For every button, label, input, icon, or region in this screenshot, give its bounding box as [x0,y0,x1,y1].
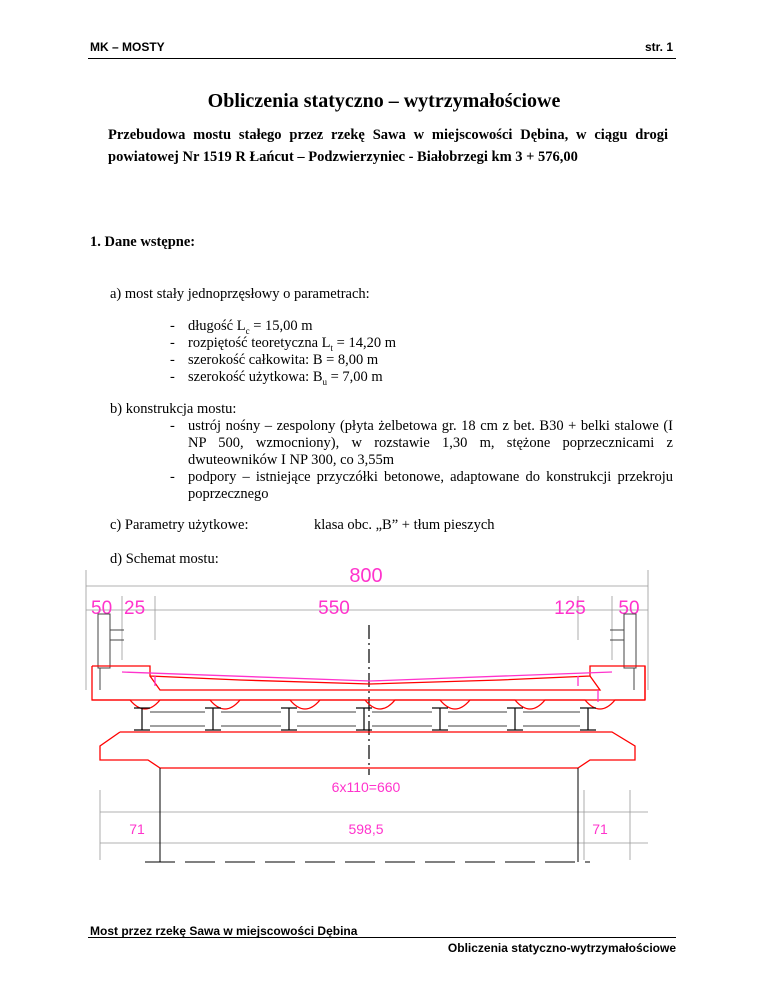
param-total-width: szerokość całkowita: B = 8,00 m [188,352,379,368]
dim-mid: 550 [318,598,350,619]
dim-total: 800 [349,565,383,587]
dim-beams: 6x110=660 [331,779,401,795]
dim-71-left: 71 [129,821,145,837]
bullet-dash: - [170,369,175,385]
section-heading: 1. Dane wstępne: [90,234,196,250]
header-left: MK – MOSTY [90,40,165,54]
i-beam [432,708,448,730]
param-usable-width: szerokość użytkowa: $B_u = 7,00$ m [188,369,383,387]
bullet-dash: - [170,352,175,368]
bullet-dash: - [170,318,175,334]
bullet-dash: - [170,469,175,485]
load-class: klasa obc. „B” + tłum pieszych [314,517,495,533]
item-d-label: d) Schemat mostu: [110,551,219,567]
dim-71-right: 71 [592,821,608,837]
i-beam [134,708,150,730]
item-c-label: c) Parametry użytkowe: [110,517,249,533]
structure-description: ustrój nośny – zespolony (płyta żelbetowa gr. 18 cm z bet. B30 + belki stalowe (I NP 500, wzmocniony), w rozstawie 1,30 m, stężone poprzecznicami z dwuteowników I NP 300, co 3,55m [188,418,673,468]
i-beam [205,708,221,730]
document-subtitle: Przebudowa mostu stałego przez rzekę Sawa w miejscowości Dębina, w ciągu drogi powiatowej Nr 1519 R Łańcut – Podzwierzyniec - Białobrzegi km 3 + 576,00 [108,127,668,165]
abutment-cap [100,732,635,768]
footer-right: Obliczenia statyczno-wytrzymałościowe [447,941,676,955]
footer-divider [88,937,676,938]
dim-bottom: 598,5 [348,821,384,837]
bullet-dash: - [170,335,175,351]
i-beam [281,708,297,730]
param-span: rozpiętość teoretyczna $L_t = 14,20$ m [188,335,396,353]
i-beam [507,708,523,730]
steel-beams [134,708,596,730]
road-surface [122,672,612,702]
i-beam [580,708,596,730]
document-title: Obliczenia statyczno – wytrzymałościowe [207,90,561,112]
page-number: str. 1 [644,40,673,54]
dim-right2: 50 [618,598,640,619]
param-length: długość $L_c = 15,00$ m [188,318,313,336]
dim-left2: 25 [124,598,146,619]
dim-left1: 50 [91,598,113,619]
item-a-label: a) most stały jednoprzęsłowy o parametrach: [110,286,370,302]
supports-description: podpory – istniejące przyczółki betonowe, adaptowane do konstrukcji przekroju poprzecznego [188,469,673,502]
dim-right1: 125 [554,598,586,619]
railing-right [610,614,636,690]
railing-left [98,614,124,690]
footer-left: Most przez rzekę Sawa w miejscowości Dębina [90,924,358,938]
bullet-dash: - [170,418,175,434]
item-b-label: b) konstrukcja mostu: [110,401,237,417]
